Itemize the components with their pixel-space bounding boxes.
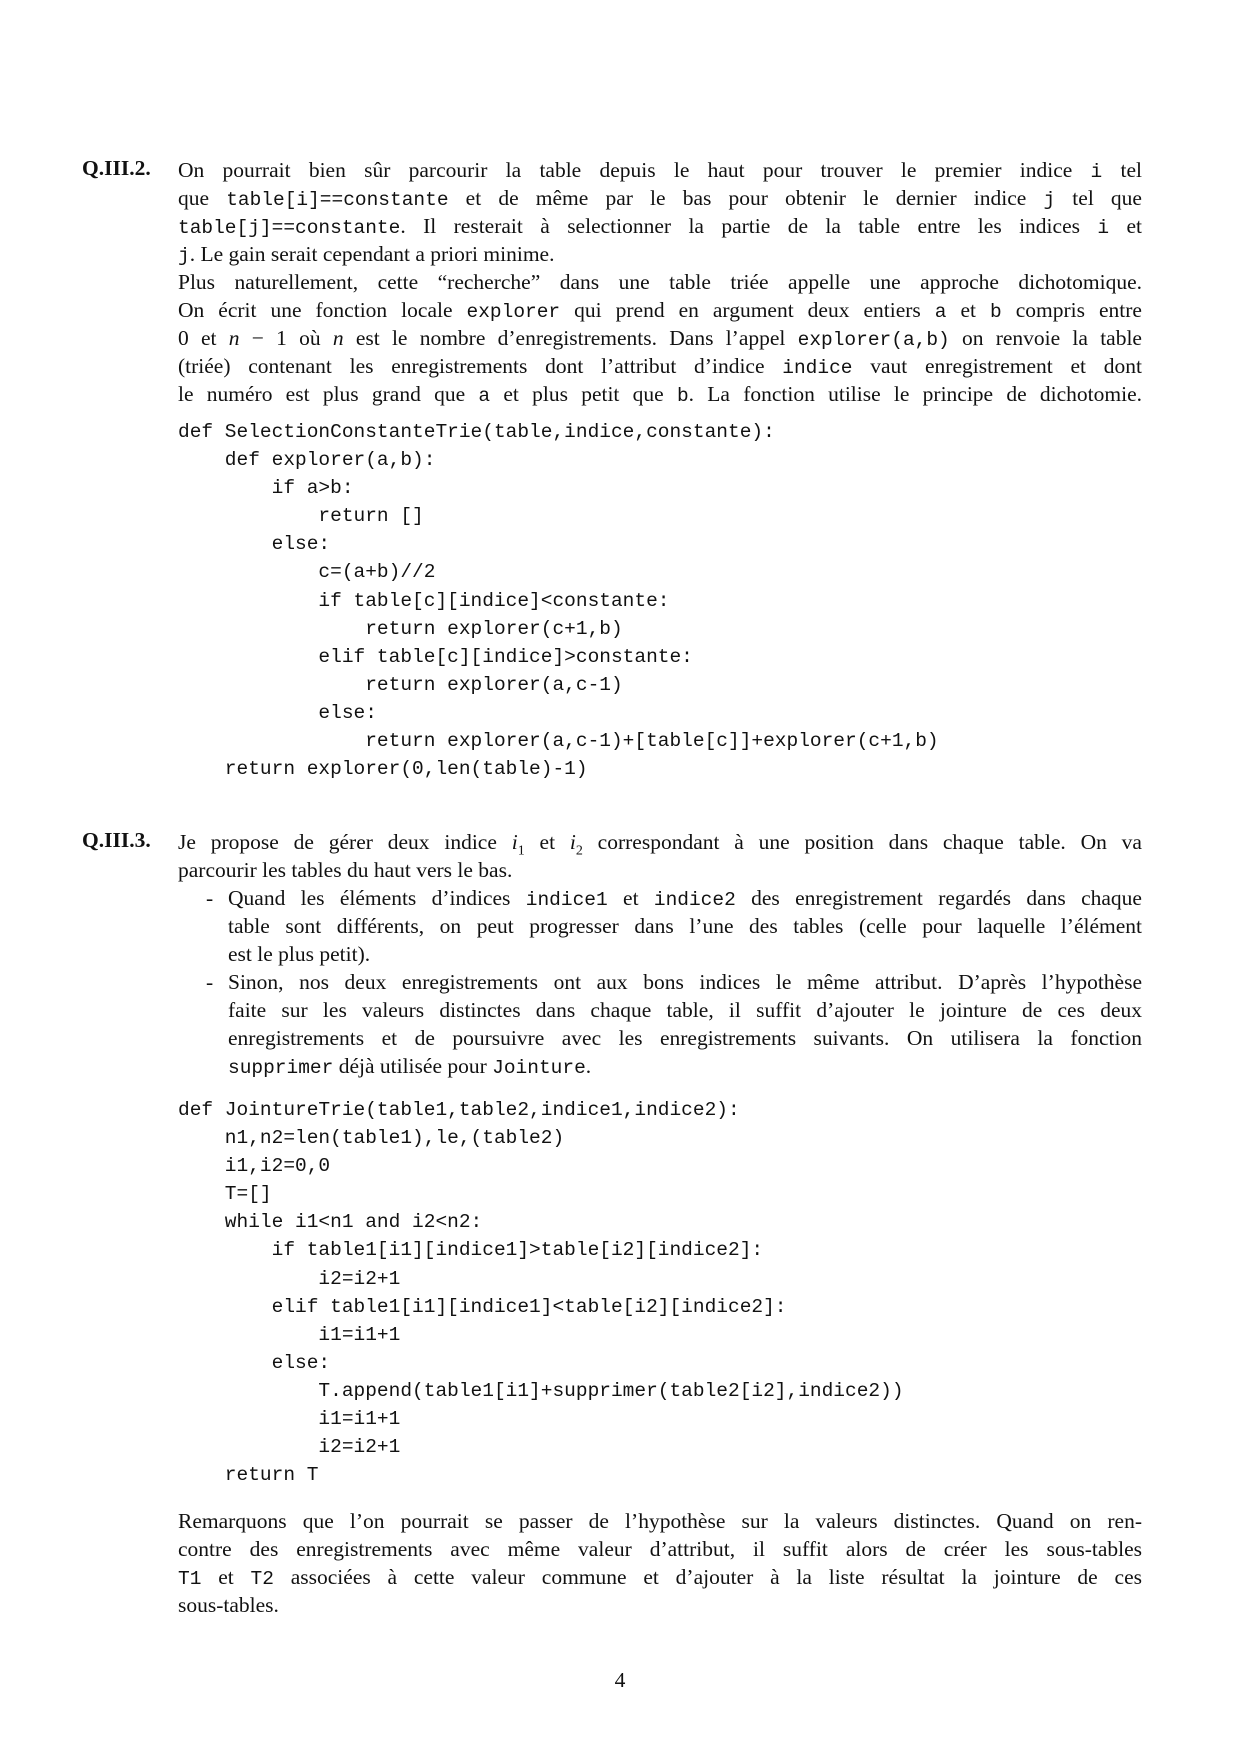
code-line: def JointureTrie(table1,table2,indice1,indice2): — [178, 1099, 740, 1121]
code-line: elif table[c][indice]>constante: — [178, 645, 693, 668]
question-q3-3 — [82, 828, 1142, 1619]
code-line: else: — [178, 1351, 331, 1374]
code-line: elif table1[i1][indice1]<table[i2][indice2]: — [178, 1295, 787, 1318]
remark-paragraph — [178, 1507, 1142, 1619]
code-line: c=(a+b)//2 — [178, 561, 436, 584]
code-line: T=[] — [178, 1183, 272, 1206]
code-line: return explorer(a,c-1)+[table[c]]+explorer(c+1,b) — [178, 730, 939, 753]
question-q3-2 — [82, 156, 1142, 791]
text-line: contre des enregistrements avec même valeur d’attribut, il suffit alors de créer les sous-tables — [178, 1537, 1142, 1562]
code-line: i1=i1+1 — [178, 1323, 401, 1346]
paragraph — [178, 828, 1142, 884]
text-line: que table[i]==constante et de même par le bas pour obtenir le dernier indice j tel que — [178, 186, 1142, 211]
code-line: else: — [178, 701, 377, 724]
text-line: On écrit une fonction locale explorer qui prend en argument deux entiers a et b compris entre — [178, 298, 1142, 323]
code-line: def explorer(a,b): — [178, 449, 436, 472]
bullet-dash: - — [206, 970, 214, 994]
code-line: while i1<n1 and i2<n2: — [178, 1211, 483, 1234]
text-line: Quand les éléments d’indices indice1 et indice2 des enregistrement regardés dans chaque — [228, 886, 1142, 911]
text-line: enregistrements et de poursuivre avec les enregistrements suivants. On utilisera la fonction — [228, 1026, 1142, 1050]
bullet-dash: - — [206, 886, 214, 910]
text-line: supprimer déjà utilisée pour Jointure. — [228, 1054, 592, 1079]
code-line: return T — [178, 1464, 319, 1487]
code-line: return explorer(a,c-1) — [178, 673, 623, 696]
text-line: sous-tables. — [178, 1593, 279, 1618]
text-line: table[j]==constante. Il resterait à selectionner la partie de la table entre les indices i et — [178, 214, 1142, 239]
code-line: i2=i2+1 — [178, 1436, 401, 1459]
text-line: Je propose de gérer deux indice $i_1$ et $i_2$ correspondant à une position dans chaque table. On va — [178, 830, 1142, 859]
code-line: else: — [178, 533, 331, 556]
text-line: Sinon, nos deux enregistrements ont aux bons indices le même attribut. D’après l’hypothèse — [228, 970, 1142, 994]
paragraph — [178, 156, 1142, 268]
text-line: Plus naturellement, cette “recherche” dans une table triée appelle une approche dichotomique. — [178, 270, 1142, 294]
text-line: T1 et T2 associées à cette valeur commune et d’ajouter à la liste résultat la jointure de ces — [178, 1565, 1142, 1591]
code-line: if a>b: — [178, 477, 354, 500]
question-label: Q.III.3. — [82, 828, 151, 852]
text-line: le numéro est plus grand que a et plus petit que b. La fonction utilise le principe de dichotomie. — [178, 382, 1142, 407]
text-line: table sont différents, on peut progresser dans l’une des tables (celle pour laquelle l’élément — [228, 914, 1142, 938]
code-line: T.append(table1[i1]+supprimer(table2[i2],indice2)) — [178, 1379, 904, 1402]
text-line: On pourrait bien sûr parcourir la table depuis le haut pour trouver le premier indice i tel — [178, 158, 1142, 183]
text-line: (triée) contenant les enregistrements dont l’attribut d’indice indice vaut enregistrement et dont — [178, 354, 1143, 379]
text-line: est le plus petit). — [228, 942, 371, 966]
bullet-list — [206, 884, 1142, 1080]
question-body — [178, 156, 1142, 783]
code-line: n1,n2=len(table1),le,(table2) — [178, 1127, 565, 1150]
code-line: i1,i2=0,0 — [178, 1155, 331, 1178]
text-line: 0 et n − 1 où n est le nombre d’enregistrements. Dans l’appel explorer(a,b) on renvoie la table — [178, 326, 1142, 351]
code-line: if table1[i1][indice1]>table[i2][indice2]: — [178, 1239, 764, 1262]
code-line: return [] — [178, 505, 424, 528]
bullet-item — [206, 968, 1142, 1080]
question-label: Q.III.2. — [82, 156, 151, 180]
text-line: Remarquons que l’on pourrait se passer de l’hypothèse sur la valeurs distinctes. Quand on ren- — [178, 1509, 1142, 1534]
code-line: return explorer(c+1,b) — [178, 617, 623, 640]
text-line: parcourir les tables du haut vers le bas. — [178, 858, 513, 882]
code-line: i1=i1+1 — [178, 1408, 401, 1431]
bullet-item — [206, 884, 1142, 968]
text-line: faite sur les valeurs distinctes dans chaque table, il suffit d’ajouter le jointure de ces deux — [228, 998, 1142, 1022]
code-block-selection — [178, 418, 1142, 783]
code-line: if table[c][indice]<constante: — [178, 589, 670, 612]
page-number: 4 — [614, 1668, 626, 1692]
question-body — [178, 828, 1142, 1619]
paragraph — [178, 268, 1142, 408]
code-line: return explorer(0,len(table)-1) — [178, 758, 588, 781]
code-line: def SelectionConstanteTrie(table,indice,constante): — [178, 421, 775, 443]
code-block-jointure — [178, 1096, 1142, 1489]
code-line: i2=i2+1 — [178, 1267, 401, 1290]
text-line: j. Le gain serait cependant a priori minime. — [178, 242, 555, 267]
